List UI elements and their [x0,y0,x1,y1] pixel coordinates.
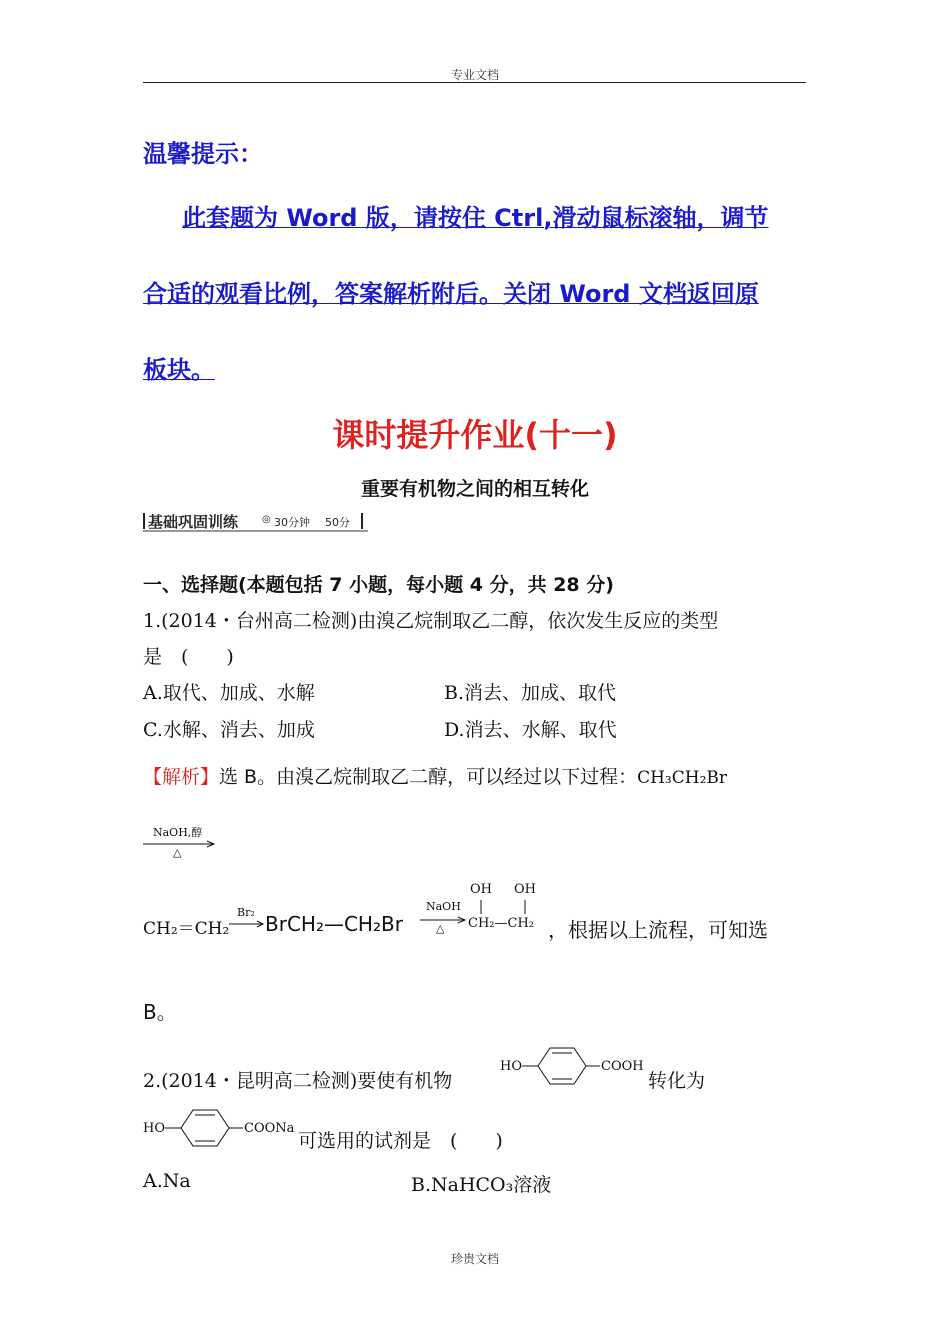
mol1-right-group: COOH [601,1059,644,1074]
glycol-chain: CH₂—CH₂ [468,916,534,931]
q1-option-b: B.消去、加成、取代 [444,682,617,704]
formula-ethylene: CH₂＝CH₂ [143,919,230,939]
analysis-label: 【解析】 [143,766,220,788]
page-footer: 珍贵文档 [450,1252,499,1266]
q1-option-d: D.消去、水解、取代 [444,719,617,741]
tip-heading: 温馨提示： [143,140,263,168]
arrow-naoh-alcohol [143,824,223,864]
mol2-right-group: COONa [244,1121,295,1136]
analysis-tail: ，根据以上流程，可知选 [548,918,768,942]
q1-option-a: A.取代、加成、水解 [143,682,315,704]
page-subtitle: 重要有机物之间的相互转化 [360,478,589,500]
analysis-tail-2: B。 [143,1000,177,1024]
analysis-text: 选 B。由溴乙烷制取乙二醇，可以经过以下过程： [219,766,638,788]
q1-stem-line-1: 1.(2014・台州高二检测)由溴乙烷制取乙二醇，依次发生反应的类型 [143,610,719,632]
banner-score: 50分 [325,516,350,529]
arrow2-condition: Br₂ [237,906,255,919]
formula-dibromoethane: BrCH₂—CH₂Br [265,912,403,936]
banner-label: 基础巩固训练 [148,513,239,531]
formula-ethylene-glycol [468,880,548,936]
mol2-left-group: HO [143,1121,165,1136]
banner-time: 30分钟 [274,516,310,529]
mol1-left-group: HO [500,1059,522,1074]
molecule-sodium-hydroxybenzoate [143,1106,303,1150]
hydroxyl-label-1: OH [470,882,492,897]
glycol-bonds [468,898,548,916]
q2-stem-post: 转化为 [648,1070,706,1092]
page-title: 课时提升作业(十一) [332,416,618,454]
header-divider [143,82,806,83]
q2-stem-pre: 2.(2014・昆明高二检测)要使有机物 [143,1070,453,1092]
page-header: 专业文档 [450,68,499,82]
tip-line-1[interactable]: 此套题为 Word 版，请按住 Ctrl,滑动鼠标滚轴，调节 [182,204,769,232]
hydroxyl-label-2: OH [514,882,536,897]
arrow-br2 [229,906,265,930]
q2-stem-line-2: 可选用的试剂是 ( ) [298,1130,503,1152]
arrow1-condition-bottom: △ [173,846,182,859]
tip-line-3[interactable]: 板块。 [143,356,215,384]
tip-line-2[interactable]: 合适的观看比例，答案解析附后。关闭 Word 文档返回原 [143,280,759,308]
benzene-ring-icon [522,1044,602,1088]
section-heading: 一、选择题(本题包括 7 小题，每小题 4 分，共 28 分) [143,574,614,596]
q1-stem-line-2: 是 ( ) [143,646,234,668]
benzene-ring-icon [165,1106,245,1150]
clock-icon: ◎ [262,514,271,525]
arrow1-condition-top: NaOH,醇 [153,826,203,839]
q2-option-a: A.Na [143,1170,191,1192]
section-banner [143,510,368,532]
molecule-hydroxybenzoic-acid [498,1044,648,1088]
arrow-naoh [420,898,468,938]
arrow3-condition-top: NaOH [426,900,461,913]
formula-bromoethane: CH₃CH₂Br [637,768,728,788]
arrow2-icon [229,920,265,928]
q1-option-c: C.水解、消去、加成 [143,719,315,741]
q1-analysis [143,762,727,789]
q2-option-b: B.NaHCO₃溶液 [411,1174,552,1196]
arrow3-condition-bottom: △ [436,922,445,935]
